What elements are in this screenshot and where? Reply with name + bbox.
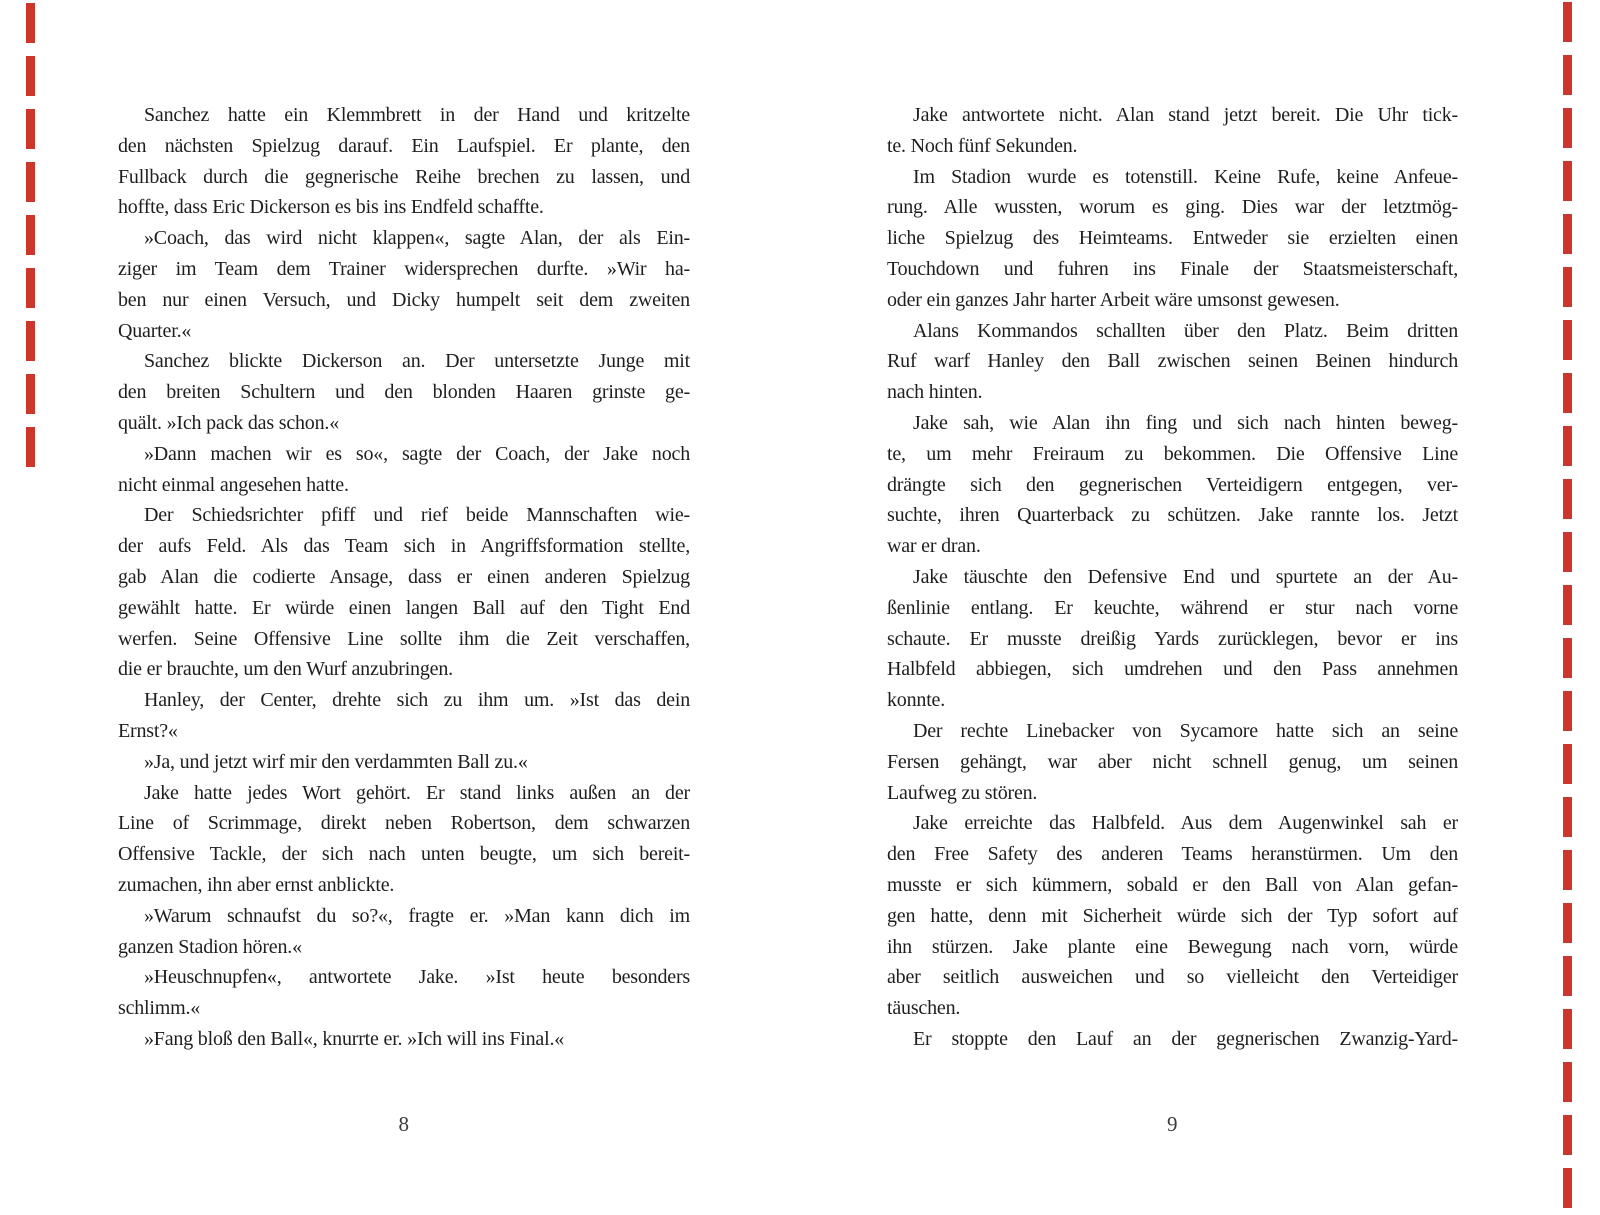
text-line: Sanchez blickte Dickerson an. Der untersetzte Junge mit [144,350,690,373]
text-line: suchte, ihren Quarterback zu schützen. Jake rannte los. Jetzt [887,504,1458,527]
text-line: nach hinten. [887,381,983,404]
text-line: rung. Alle wussten, worum es ging. Dies war der letztmög- [887,196,1458,219]
text-line: Jake hatte jedes Wort gehört. Er stand links außen an der [144,781,690,804]
text-line: schlimm.« [118,997,201,1020]
text-line: war er dran. [887,535,981,558]
text-line: »Fang bloß den Ball«, knurrte er. »Ich will ins Final.« [144,1027,565,1050]
text-line: zumachen, ihn aber ernst anblickte. [118,873,395,896]
text-line: »Dann machen wir es so«, sagte der Coach, der Jake noch [144,442,690,465]
text-line: ziger im Team dem Trainer widersprechen durfte. »Wir ha- [118,257,690,280]
text-line: »Heuschnupfen«, antwortete Jake. »Ist heute besonders [144,966,690,989]
text-line: täuschen. [887,997,961,1020]
text-line: musste er sich kümmern, sobald er den Ball von Alan gefan- [887,873,1458,896]
text-line: den breiten Schultern und den blonden Haaren grinste ge- [118,381,690,404]
text-line: schaute. Er musste dreißig Yards zurücklegen, bevor er ins [887,627,1458,650]
text-line: gab Alan die codierte Ansage, dass er einen anderen Spielzug [118,565,690,588]
text-line: Alans Kommandos schallten über den Platz. Beim dritten [913,319,1458,342]
text-line: Der Schiedsrichter pfiff und rief beide Mannschaften wie- [144,504,690,527]
page-9-text-column [887,100,1458,1055]
text-line: konnte. [887,689,946,712]
page-number-right: 9 [1167,1112,1178,1136]
text-line: quält. »Ich pack das schon.« [118,411,340,434]
right-page-edge-marks [1563,2,1572,1212]
text-line: ganzen Stadion hören.« [118,935,302,958]
text-line: te, um mehr Freiraum zu bekommen. Die Offensive Line [887,442,1458,465]
text-line: drängte sich den gegnerischen Verteidigern entgegen, ver- [887,473,1458,496]
text-line: gen hatte, denn mit Sicherheit würde sich der Typ sofort auf [887,904,1458,927]
text-line: nicht einmal angesehen hatte. [118,473,349,496]
text-line: Quarter.« [118,319,192,342]
text-line: ßenlinie entlang. Er keuchte, während er stur nach vorne [887,596,1458,619]
text-line: Touchdown und fuhren ins Finale der Staatsmeisterschaft, [887,257,1458,280]
text-line: Fersen gehängt, war aber nicht schnell genug, um seinen [887,750,1458,773]
text-line: te. Noch fünf Sekunden. [887,134,1078,157]
page-number-left: 8 [398,1112,410,1136]
text-line: die er brauchte, um den Wurf anzubringen. [118,658,453,681]
text-line: Der rechte Linebacker von Sycamore hatte sich an seine [913,719,1458,742]
text-line: Line of Scrimmage, direkt neben Robertson, dem schwarzen [118,812,690,835]
text-line: liche Spielzug des Heimteams. Entweder sie erzielten einen [887,227,1458,250]
text-line: Jake täuschte den Defensive End und spurtete an der Au- [913,565,1458,588]
text-line: den Free Safety des anderen Teams heranstürmen. Um den [887,843,1458,866]
text-line: Hanley, der Center, drehte sich zu ihm um. »Ist das dein [144,689,690,712]
text-line: Sanchez hatte ein Klemmbrett in der Hand und kritzelte [144,104,690,126]
text-line: den nächsten Spielzug darauf. Ein Laufspiel. Er plante, den [118,134,690,157]
text-line: oder ein ganzes Jahr harter Arbeit wäre umsonst gewesen. [887,288,1340,311]
text-line: werfen. Seine Offensive Line sollte ihm die Zeit verschaffen, [118,627,690,650]
text-line: Ernst?« [118,719,178,742]
text-line: aber seitlich ausweichen und so vielleicht den Verteidiger [887,966,1458,989]
text-line: Fullback durch die gegnerische Reihe brechen zu lassen, und [118,165,690,188]
text-line: Jake erreichte das Halbfeld. Aus dem Augenwinkel sah er [913,812,1458,835]
text-line: Jake sah, wie Alan ihn fing und sich nach hinten beweg- [913,411,1458,434]
text-line: Im Stadion wurde es totenstill. Keine Rufe, keine Anfeue- [913,165,1458,188]
text-line: gewählt hatte. Er würde einen langen Ball auf den Tight End [118,596,690,619]
text-line: Ruf warf Hanley den Ball zwischen seinen Beinen hindurch [887,350,1458,373]
text-line: »Coach, das wird nicht klappen«, sagte Alan, der als Ein- [144,227,690,250]
left-page-edge-marks [26,3,35,471]
text-line: der aufs Feld. Als das Team sich in Angriffsformation stellte, [118,535,690,558]
text-line: ben nur einen Versuch, und Dicky humpelt seit dem zweiten [118,288,690,311]
text-line: ihn stürzen. Jake plante eine Bewegung nach vorn, würde [887,935,1458,958]
text-line: hoffte, dass Eric Dickerson es bis ins Endfeld schaffte. [118,196,544,219]
text-line: Er stoppte den Lauf an der gegnerischen Zwanzig-Yard- [913,1027,1458,1050]
text-line: Offensive Tackle, der sich nach unten beugte, um sich bereit- [118,843,690,866]
text-line: »Ja, und jetzt wirf mir den verdammten Ball zu.« [144,750,528,773]
text-line: Halbfeld abbiegen, sich umdrehen und den Pass annehmen [887,658,1458,681]
text-line: Laufweg zu stören. [887,781,1038,804]
text-line: Jake antwortete nicht. Alan stand jetzt bereit. Die Uhr tick- [913,104,1458,126]
text-line: »Warum schnaufst du so?«, fragte er. »Man kann dich im [144,904,690,927]
page-8-text-column [118,100,690,1055]
